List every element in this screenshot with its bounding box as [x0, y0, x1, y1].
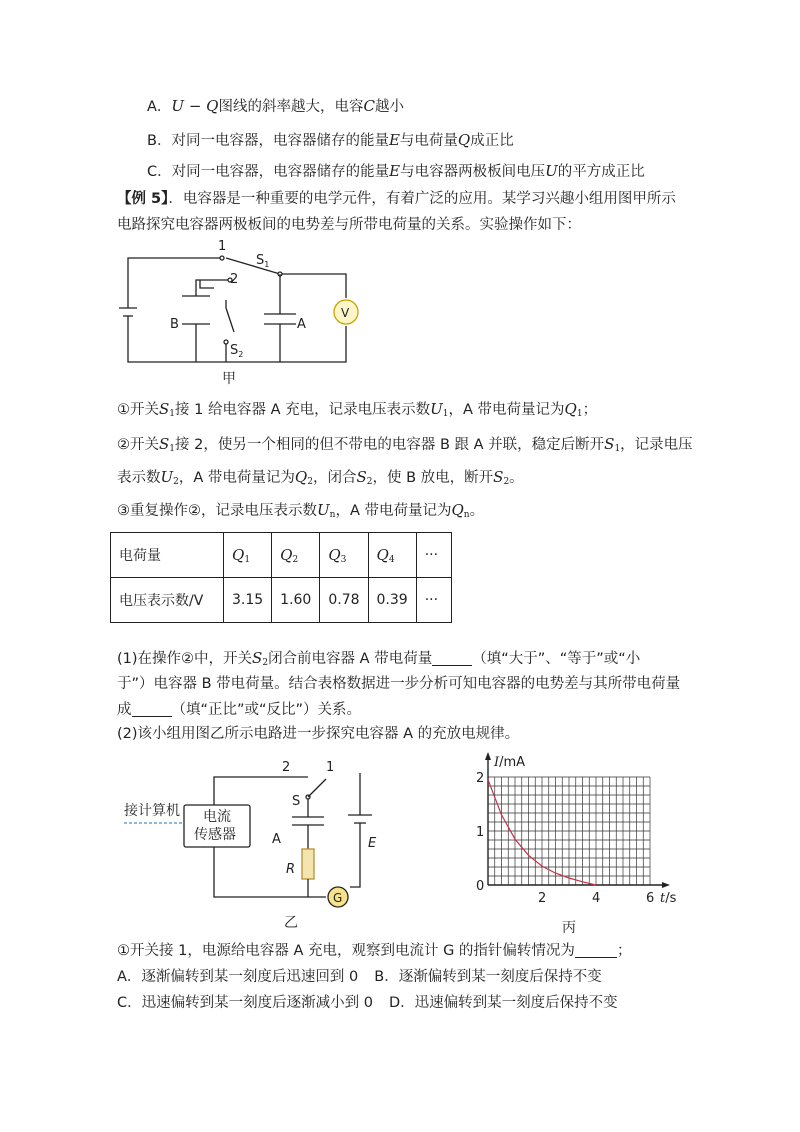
- x-axis-arrow: [662, 882, 670, 888]
- option-b: B．对同一电容器，电容器储存的能量E与电荷量Q成正比: [147, 131, 514, 149]
- figure-bing-chart: [470, 750, 690, 940]
- galvanometer-icon: G: [333, 891, 343, 905]
- yi-node-1: 1: [326, 760, 335, 775]
- x-tick-label: 2: [538, 891, 547, 906]
- yi-cap-a: A: [272, 832, 281, 847]
- yi-resistor-r: R: [286, 862, 296, 877]
- jia-node-1: 1: [218, 239, 227, 254]
- y-axis-arrow: [485, 752, 491, 760]
- step-1: ①开关$S_1$接 1 给电容器 A 充电，记录电压表示数$U_1$，A 带电荷量记为$Q_1$；: [117, 400, 598, 419]
- table-cell: $Q_2$: [272, 533, 320, 578]
- q3-option-c: C．迅速偏转到某一刻度后逐渐减小到 0: [117, 995, 373, 1011]
- jia-node-2: 2: [230, 272, 239, 287]
- yi-emf-e: E: [368, 836, 377, 851]
- table-head-voltage: 电压表示数/V: [111, 578, 224, 623]
- table-head-charge: 电荷量: [111, 533, 224, 578]
- step-3: ③重复操作②，记录电压表示数$U_n$，A 带电荷量记为$Q_n$。: [117, 501, 485, 520]
- table-cell: $Q_3$: [320, 533, 368, 578]
- q3-line: ①开关接 1，电源给电容器 A 充电，观察到电流计 G 的指针偏转情况为 ；: [117, 943, 632, 959]
- step-2-cont: 表示数$U_2$，A 带电荷量记为$Q_2$，闭合$S_2$，使 B 放电，断开$S_2$。: [117, 468, 524, 487]
- option-a: A．U − Q图线的斜率越大，电容C越小: [147, 97, 404, 115]
- y-axis-label: I/mA: [494, 755, 526, 770]
- q1-line-2: 于”）电容器 B 带电荷量。结合表格数据进一步分析可知电容器的电势差与其所带电荷量: [117, 676, 681, 692]
- example-intro-2: 电路探究电容器两极板间的电势差与所带电荷量的关系。实验操作如下：: [117, 217, 581, 233]
- origin-label: 0: [476, 879, 485, 894]
- step-2: ②开关$S_1$接 2，使另一个相同的但不带电的电容器 B 跟 A 并联，稳定后断开$S_1$，记录电压: [117, 435, 693, 454]
- q3-option-d: D．迅速偏转到某一刻度后保持不变: [388, 995, 618, 1011]
- yi-switch-s: S: [292, 794, 301, 809]
- sensor-label-1: 电流: [203, 809, 231, 825]
- y-tick-label: 1: [476, 825, 485, 840]
- table-cell: $Q_4$: [368, 533, 416, 578]
- jia-s1: $S_1$: [256, 253, 270, 269]
- x-axis-label: t/s: [660, 891, 677, 906]
- table-cell: $Q_1$: [224, 533, 272, 578]
- q3-option-a: A．逐渐偏转到某一刻度后迅速回到 0: [117, 969, 359, 985]
- yi-node-2: 2: [282, 760, 291, 775]
- sensor-label-2: 传感器: [194, 827, 236, 843]
- q3-options-row-1: [117, 966, 602, 988]
- jia-caption: 甲: [222, 371, 236, 387]
- voltmeter-icon: V: [341, 306, 350, 320]
- yi-caption: 乙: [284, 915, 298, 931]
- x-tick-label: 4: [592, 891, 601, 906]
- answer-blank-1[interactable]: [432, 649, 472, 666]
- bing-caption: 丙: [562, 920, 576, 936]
- jia-label-a: A: [297, 317, 306, 332]
- answer-blank-2[interactable]: [132, 700, 172, 717]
- example-intro-1: 【例 5】．电容器是一种重要的电学元件，有着广泛的应用。某学习兴趣小组用图甲所示: [117, 191, 676, 207]
- jia-s2: $S_2$: [230, 343, 244, 359]
- q3-option-b: B．逐渐偏转到某一刻度后保持不变: [374, 969, 602, 985]
- computer-label: 接计算机: [124, 803, 180, 819]
- figure-yi: [120, 755, 400, 933]
- table-row: [111, 533, 452, 578]
- table-row: [111, 578, 452, 623]
- x-tick-label: 6: [646, 891, 655, 906]
- option-c: C．对同一电容器，电容器储存的能量E与电容器两极板间电压U的平方成正比: [147, 162, 645, 180]
- q3-options-row-2: [117, 992, 618, 1014]
- answer-blank-3[interactable]: [575, 941, 617, 958]
- example-tag: 【例 5】: [117, 191, 169, 207]
- y-tick-label: 2: [476, 771, 485, 786]
- table-cell: ···: [416, 533, 451, 578]
- table-cell: 3.15: [224, 578, 272, 623]
- data-table: [110, 532, 452, 623]
- jia-label-b: B: [170, 317, 179, 332]
- table-cell: ···: [416, 578, 451, 623]
- q2-line: (2)该小组用图乙所示电路进一步探究电容器 A 的充放电规律。: [117, 726, 520, 742]
- math-u-q: U − Q: [171, 97, 219, 115]
- figure-jia: [110, 236, 370, 386]
- table-cell: 0.78: [320, 578, 368, 623]
- table-cell: 1.60: [272, 578, 320, 623]
- q1-line-3: 成 （填“正比”或“反比”）关系。: [117, 702, 362, 718]
- q1-line-1: (1)在操作②中，开关$S_2$闭合前电容器 A 带电荷量 （填“大于”、“等于”或“小: [117, 649, 641, 668]
- chart-grid: [488, 777, 650, 885]
- table-cell: 0.39: [368, 578, 416, 623]
